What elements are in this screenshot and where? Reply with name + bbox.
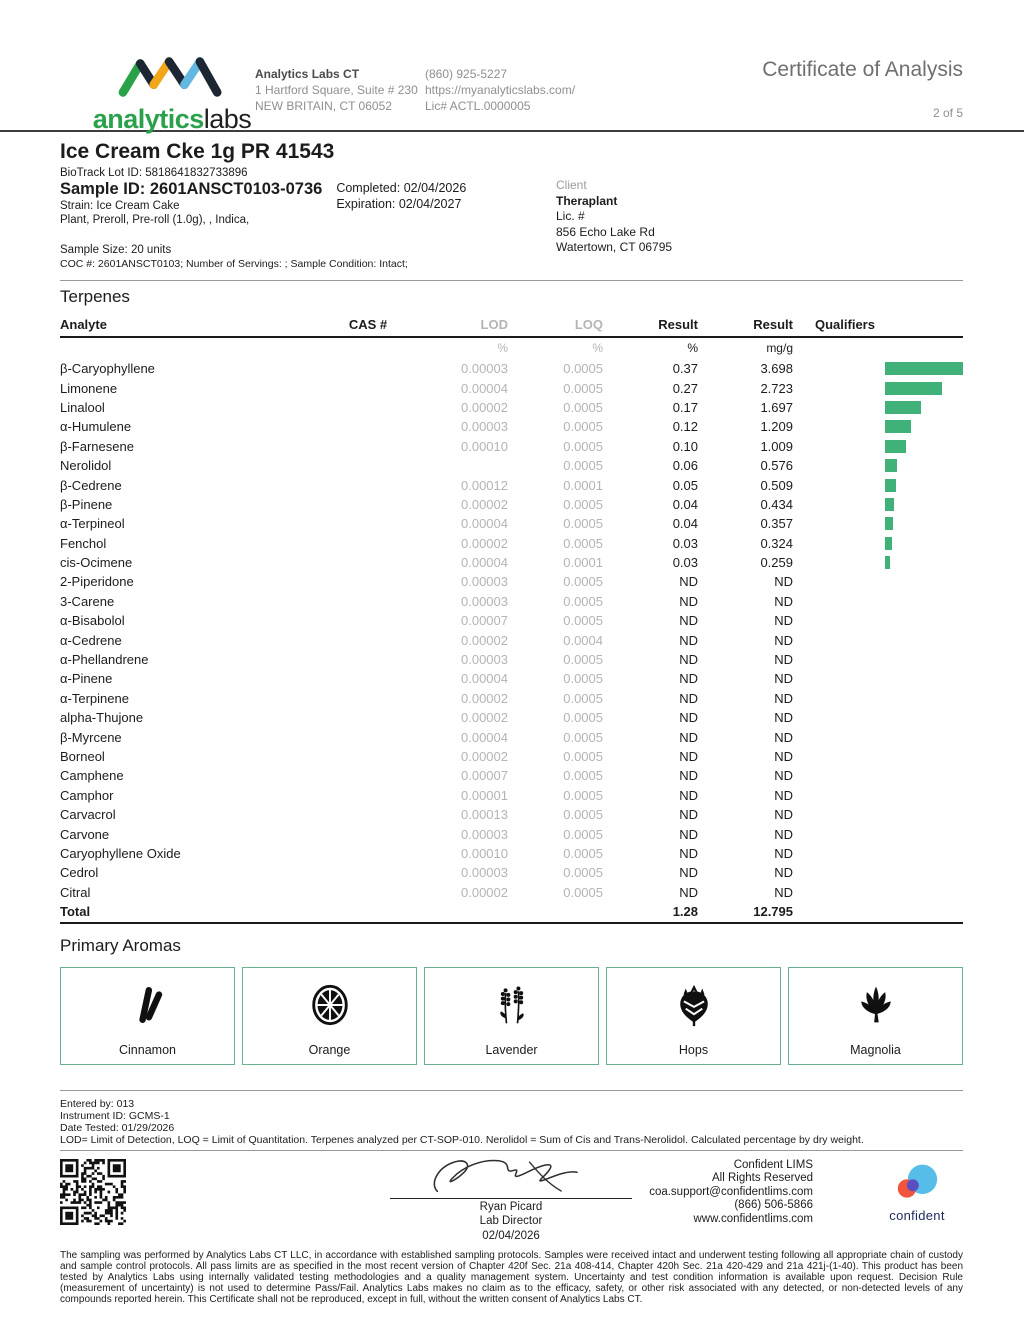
col-result-pct: Result: [658, 317, 698, 332]
cell-result-mgg: ND: [774, 652, 793, 668]
cell-lod: 0.00002: [461, 690, 508, 706]
magnolia-icon: [853, 968, 899, 1043]
cell-result-pct: ND: [679, 690, 698, 706]
qualifier-bar-cell: [793, 669, 963, 688]
cell-result-pct: 0.03: [672, 535, 698, 551]
client-license: Lic. #: [556, 209, 585, 223]
table-row: [60, 495, 963, 514]
cell-result-pct: 0.03: [672, 555, 698, 571]
cell-result-mgg: ND: [774, 671, 793, 687]
table-row: [60, 592, 963, 611]
lab-address-line1: 1 Hartford Square, Suite # 230: [255, 83, 418, 97]
confident-circles-icon: [889, 1192, 945, 1209]
lims-block: [649, 1159, 813, 1227]
cell-lod: 0.00002: [461, 632, 508, 648]
qualifier-bar-cell: [793, 475, 963, 494]
cell-lod: 0.00003: [461, 652, 508, 668]
col-cas: CAS #: [348, 317, 388, 332]
table-row: [60, 786, 963, 805]
completed-date: Completed: 02/04/2026: [336, 181, 467, 195]
qualifier-bar: [885, 401, 921, 414]
qualifier-bar-cell: [793, 456, 963, 475]
table-row: [60, 572, 963, 591]
table-row: [60, 611, 963, 630]
qualifier-bar-cell: [793, 572, 963, 591]
qualifier-bar-cell: [793, 766, 963, 785]
table-row: [60, 398, 963, 417]
cell-loq: 0.0005: [563, 729, 603, 745]
cell-result-mgg: 1.697: [760, 399, 793, 415]
qualifier-bar-cell: [793, 398, 963, 417]
cinnamon-icon: [126, 968, 170, 1043]
cell-loq: 0.0005: [563, 671, 603, 687]
cell-loq: 0.0005: [563, 690, 603, 706]
terpenes-section-title: Terpenes: [60, 287, 130, 306]
strain: Strain: Ice Cream Cake: [60, 200, 180, 212]
signer-title: Lab Director: [479, 1215, 543, 1228]
cell-loq: 0.0005: [563, 884, 603, 900]
cell-analyte: α-Pinene: [60, 671, 113, 687]
cell-lod: 0.00010: [461, 438, 508, 454]
qualifier-bar-cell: [793, 805, 963, 824]
primary-aromas-title: Primary Aromas: [60, 935, 181, 955]
col-loq: LOQ: [574, 317, 603, 332]
cell-result-mgg: 0.324: [760, 535, 793, 551]
page-indicator: 2 of 5: [932, 106, 963, 120]
lims-phone: (866) 506-5866: [734, 1199, 813, 1212]
qualifier-bar: [885, 459, 897, 472]
aroma-card-magnolia: [788, 967, 963, 1065]
cell-lod: 0.00003: [461, 419, 508, 435]
lab-license: Lic# ACTL.0000005: [425, 99, 531, 113]
cell-result-pct: 0.12: [672, 419, 698, 435]
col-analyte: Analyte: [60, 317, 107, 332]
aroma-cards: [60, 967, 963, 1065]
cell-result-mgg: 1.209: [760, 419, 793, 435]
total-label: Total: [60, 904, 91, 920]
table-row: [60, 650, 963, 669]
aroma-card-cinnamon: [60, 967, 235, 1065]
cell-result-mgg: ND: [774, 749, 793, 764]
qualifier-bar-cell: [793, 786, 963, 805]
qr-code: [60, 1159, 126, 1225]
date-tested: Date Tested: 01/29/2026: [60, 1121, 175, 1134]
terpene-units-row: [60, 338, 963, 359]
cell-analyte: β-Myrcene: [60, 729, 122, 745]
cell-analyte: alpha-Thujone: [60, 710, 144, 726]
aroma-label: Cinnamon: [119, 1042, 176, 1057]
cell-result-pct: ND: [679, 787, 698, 803]
cell-result-mgg: 0.357: [760, 516, 793, 532]
table-row: [60, 378, 963, 397]
product-title: Ice Cream Cke 1g PR 41543: [60, 140, 335, 163]
cell-loq: 0.0005: [563, 865, 603, 881]
cell-result-pct: ND: [679, 807, 698, 823]
cell-result-mgg: ND: [774, 613, 793, 629]
aroma-card-orange: [242, 967, 417, 1065]
signer-name: Ryan Picard: [479, 1200, 543, 1213]
table-row: [60, 553, 963, 572]
cell-analyte: α-Cedrene: [60, 632, 122, 648]
qualifier-bar: [885, 362, 963, 375]
qualifier-bar: [885, 517, 893, 530]
cell-lod: 0.00012: [461, 477, 508, 493]
cell-result-mgg: 1.009: [760, 438, 793, 454]
cell-result-mgg: ND: [774, 787, 793, 803]
logo-word-labs: labs: [203, 104, 252, 134]
lims-rights: All Rights Reserved: [712, 1172, 813, 1185]
cell-result-pct: ND: [679, 768, 698, 784]
cell-loq: 0.0005: [563, 535, 603, 551]
cell-loq: 0.0001: [563, 477, 603, 493]
table-row: [60, 514, 963, 533]
section-divider: [60, 280, 963, 281]
lims-email: coa.support@confidentlims.com: [649, 1185, 813, 1198]
signature-block: [390, 1155, 632, 1243]
cell-result-mgg: ND: [774, 710, 793, 726]
qualifier-bar: [885, 440, 906, 453]
lab-address-block: [255, 66, 418, 114]
cell-result-pct: ND: [679, 865, 698, 881]
qualifier-bar-cell: [793, 883, 963, 902]
cell-result-mgg: ND: [774, 845, 793, 861]
terpene-table-header: [60, 317, 963, 338]
lims-website: www.confidentlims.com: [693, 1212, 813, 1225]
cell-result-mgg: 0.576: [760, 458, 793, 474]
cell-result-pct: ND: [679, 884, 698, 900]
lab-address-line2: NEW BRITAIN, CT 06052: [255, 99, 392, 113]
lod-loq-note: LOD= Limit of Detection, LOQ = Limit of Quantitation. Terpenes analyzed per CT-SOP-010. Nerolidol = Sum of Cis and Trans-Nerolidol. Calculated percentage by dry weight.: [60, 1133, 864, 1146]
cell-result-mgg: ND: [774, 884, 793, 900]
col-result-mgg: Result: [753, 317, 793, 332]
cell-result-pct: ND: [679, 613, 698, 629]
cell-analyte: cis-Ocimene: [60, 555, 133, 571]
coc-line: COC #: 2601ANSCT0103; Number of Servings: ; Sample Condition: Intact;: [60, 258, 408, 270]
cell-analyte: Linalool: [60, 399, 105, 415]
cell-loq: 0.0005: [563, 399, 603, 415]
cell-lod: 0.00007: [461, 768, 508, 784]
cell-loq: 0.0005: [563, 380, 603, 396]
confident-logo: [871, 1161, 963, 1223]
disclaimer-text: The sampling was performed by Analytics Labs CT LLC, in accordance with established sampling protocols. Samples were received intact and underwent testing following all appropriate chain of custody and sample control protocols. All pass limits are as specified in the most recent version of Chapter 420f Sec. 21a 408-414, Chapter 420h Sec. 21a 420-429 and 21a 421j-(1-40). This product has been tested by Analytics Labs using internally validated testing methodologies and a quality management system. Uncertainty and test condition information is available upon request. Decision Rule (measurement of uncertainty) is not used to determine Pass/Fail. Analytics Labs makes no claim as to the efficacy, safety, or other risk associated with any detected, or non-detected levels of any compounds reported herein. This Certificate shall not be reproduced, except in full, without the written consent of Analytics Labs CT.: [60, 1249, 963, 1305]
cell-lod: 0.00004: [461, 516, 508, 532]
qualifier-bar-cell: [793, 689, 963, 708]
cell-result-mgg: ND: [774, 768, 793, 784]
cell-analyte: Citral: [60, 884, 91, 900]
table-row: [60, 883, 963, 902]
cell-loq: 0.0005: [563, 768, 603, 784]
cell-analyte: Camphene: [60, 768, 124, 784]
table-row: [60, 689, 963, 708]
cell-loq: 0.0005: [563, 516, 603, 532]
table-row: [60, 708, 963, 727]
cell-lod: 0.00007: [461, 613, 508, 629]
cell-analyte: β-Caryophyllene: [60, 361, 155, 377]
cell-result-pct: ND: [679, 729, 698, 745]
cell-loq: 0.0005: [563, 613, 603, 629]
lavender-icon: [490, 968, 534, 1043]
qualifier-bar-cell: [793, 630, 963, 649]
cell-analyte: α-Terpinene: [60, 690, 129, 706]
cell-loq: 0.0005: [563, 749, 603, 764]
instrument-id: Instrument ID: GCMS-1: [60, 1109, 170, 1122]
cell-analyte: Fenchol: [60, 535, 107, 551]
cell-result-pct: 0.06: [672, 458, 698, 474]
lims-name: Confident LIMS: [733, 1158, 813, 1171]
client-name: Theraplant: [556, 193, 618, 208]
cell-result-pct: ND: [679, 710, 698, 726]
lab-logo: [92, 52, 252, 134]
cell-analyte: β-Farnesene: [60, 438, 134, 454]
aroma-label: Magnolia: [850, 1042, 901, 1057]
cell-analyte: Cedrol: [60, 865, 99, 881]
cell-analyte: Nerolidol: [60, 458, 112, 474]
cell-result-pct: ND: [679, 652, 698, 668]
cell-analyte: Borneol: [60, 749, 105, 764]
qualifier-bar: [885, 537, 892, 550]
signature-date: 02/04/2026: [482, 1229, 540, 1242]
cell-result-pct: ND: [679, 845, 698, 861]
cell-loq: 0.0005: [563, 361, 603, 377]
table-row: [60, 747, 963, 766]
qualifier-bar-cell: [793, 650, 963, 669]
qualifier-bar-cell: [793, 514, 963, 533]
col-lod: LOD: [480, 317, 508, 332]
cell-result-mgg: ND: [774, 632, 793, 648]
cell-analyte: α-Bisabolol: [60, 613, 125, 629]
cell-loq: 0.0005: [563, 593, 603, 609]
qualifier-bar: [885, 479, 896, 492]
table-row: [60, 805, 963, 824]
qualifier-bar-cell: [793, 863, 963, 882]
qualifier-bar-cell: [793, 824, 963, 843]
table-row: [60, 437, 963, 456]
table-row: [60, 824, 963, 843]
cell-lod: 0.00003: [461, 574, 508, 590]
table-row: [60, 669, 963, 688]
cell-loq: 0.0005: [563, 787, 603, 803]
aroma-label: Lavender: [485, 1042, 538, 1057]
table-row: [60, 863, 963, 882]
cell-result-pct: 0.17: [672, 399, 698, 415]
cell-loq: 0.0005: [563, 438, 603, 454]
unit-result-pct: %: [687, 341, 698, 355]
cell-result-pct: 0.10: [672, 438, 698, 454]
cell-analyte: Camphor: [60, 787, 114, 803]
entered-by: Entered by: 013: [60, 1097, 135, 1110]
qualifier-bar-cell: [793, 611, 963, 630]
cell-lod: 0.00004: [461, 380, 508, 396]
cell-result-pct: 0.04: [672, 516, 698, 532]
total-result-mgg: 12.795: [753, 904, 793, 920]
cell-analyte: β-Cedrene: [60, 477, 122, 493]
table-row: [60, 727, 963, 746]
lab-name: Analytics Labs CT: [255, 67, 360, 81]
logo-word-analytics: analytics: [92, 104, 204, 134]
cell-lod: 0.00002: [461, 535, 508, 551]
cell-lod: 0.00004: [461, 729, 508, 745]
sample-size: Sample Size: 20 units: [60, 244, 172, 256]
cell-lod: 0.00010: [461, 845, 508, 861]
footer-divider: [60, 1090, 963, 1091]
cell-loq: 0.0005: [563, 826, 603, 842]
cell-loq: 0.0001: [563, 555, 603, 571]
cell-result-mgg: ND: [774, 865, 793, 881]
signature-area: [60, 1155, 963, 1241]
qualifier-bar-cell: [793, 417, 963, 436]
qualifier-bar-cell: [793, 359, 963, 378]
client-address1: 856 Echo Lake Rd: [556, 224, 655, 239]
cell-result-mgg: ND: [774, 593, 793, 609]
table-row: [60, 766, 963, 785]
logo-wordmark: [92, 104, 252, 134]
cell-analyte: Carvacrol: [60, 807, 116, 823]
total-result-pct: 1.28: [672, 904, 698, 920]
qualifier-bar-cell: [793, 747, 963, 766]
qualifier-bar-cell: [793, 534, 963, 553]
table-row: [60, 630, 963, 649]
table-row: [60, 456, 963, 475]
aroma-card-hops: [606, 967, 781, 1065]
orange-slice-icon: [307, 968, 353, 1043]
cell-result-pct: ND: [679, 826, 698, 842]
qualifier-bar-cell: [793, 708, 963, 727]
cell-result-mgg: ND: [774, 574, 793, 590]
biotrack-lot-id: BioTrack Lot ID: 5818641832733896: [60, 167, 248, 179]
cell-loq: 0.0005: [563, 807, 603, 823]
table-row: [60, 417, 963, 436]
cell-lod: 0.00002: [461, 884, 508, 900]
cell-loq: 0.0005: [563, 652, 603, 668]
document-title: Certificate of Analysis: [762, 58, 963, 81]
cell-lod: 0.00002: [461, 399, 508, 415]
cell-analyte: α-Terpineol: [60, 516, 125, 532]
aroma-label: Orange: [308, 1042, 351, 1057]
qualifier-bar-cell: [793, 553, 963, 572]
cell-result-mgg: 3.698: [760, 361, 793, 377]
cell-result-mgg: 0.509: [760, 477, 793, 493]
unit-result-mgg: mg/g: [766, 341, 793, 355]
cell-lod: 0.00013: [461, 807, 508, 823]
cell-analyte: β-Pinene: [60, 496, 113, 512]
cell-analyte: 2-Piperidone: [60, 574, 134, 590]
qualifier-bar-cell: [793, 495, 963, 514]
table-row: [60, 844, 963, 863]
table-row: [60, 359, 963, 378]
cell-loq: 0.0005: [563, 419, 603, 435]
cell-result-mgg: ND: [774, 690, 793, 706]
cell-result-pct: 0.04: [672, 496, 698, 512]
cell-analyte: 3-Carene: [60, 593, 115, 609]
table-row: [60, 534, 963, 553]
qualifier-bar: [885, 382, 942, 395]
cell-result-mgg: 0.259: [760, 555, 793, 571]
cell-result-pct: ND: [679, 671, 698, 687]
lab-phone: (860) 925-5227: [425, 67, 508, 81]
cell-lod: 0.00003: [461, 361, 508, 377]
qualifier-bar-cell: [793, 378, 963, 397]
cell-result-pct: 0.05: [672, 477, 698, 493]
cell-result-pct: ND: [679, 632, 698, 648]
qualifier-bar-cell: [793, 437, 963, 456]
qualifier-bar: [885, 556, 890, 569]
sample-summary: [60, 132, 963, 280]
cell-loq: 0.0004: [563, 632, 603, 648]
aroma-label: Hops: [678, 1042, 709, 1057]
lab-website: https://myanalyticslabs.com/: [425, 83, 576, 97]
cell-analyte: α-Humulene: [60, 419, 132, 435]
col-qualifiers: Qualifiers: [815, 317, 875, 332]
sample-id: Sample ID: 2601ANSCT0103-0736: [60, 180, 323, 198]
expiration-date: Expiration: 02/04/2027: [336, 197, 462, 211]
confident-wordmark: confident: [889, 1207, 945, 1223]
cell-lod: 0.00002: [461, 710, 508, 726]
cell-lod: 0.00002: [461, 496, 508, 512]
cell-analyte: Limonene: [60, 380, 118, 396]
matrix-line: Plant, Preroll, Pre-roll (1.0g), , Indica,: [60, 214, 250, 226]
terpene-rows: [60, 359, 963, 902]
cell-loq: 0.0005: [563, 574, 603, 590]
qualifier-bar: [885, 420, 911, 433]
qualifier-bar-cell: [793, 592, 963, 611]
cell-lod: 0.00002: [461, 749, 508, 764]
cell-analyte: α-Phellandrene: [60, 652, 149, 668]
header: [0, 0, 1024, 132]
cell-lod: 0.00004: [461, 555, 508, 571]
cell-result-pct: 0.27: [672, 380, 698, 396]
cell-result-pct: ND: [679, 749, 698, 764]
hops-icon: [672, 968, 716, 1043]
cell-loq: 0.0005: [563, 845, 603, 861]
aroma-card-lavender: [424, 967, 599, 1065]
cell-result-pct: 0.37: [672, 361, 698, 377]
cell-result-mgg: ND: [774, 807, 793, 823]
cell-result-mgg: 0.434: [760, 496, 793, 512]
table-row: [60, 475, 963, 494]
cell-result-mgg: 2.723: [760, 380, 793, 396]
cell-lod: 0.00003: [461, 865, 508, 881]
cell-result-pct: ND: [679, 593, 698, 609]
cell-analyte: Carvone: [60, 826, 110, 842]
client-label: Client: [556, 178, 587, 192]
cell-analyte: Caryophyllene Oxide: [60, 845, 181, 861]
lab-contact-block: [425, 66, 575, 114]
cell-lod: 0.00003: [461, 593, 508, 609]
qualifier-bar-cell: [793, 844, 963, 863]
client-address2: Watertown, CT 06795: [556, 240, 673, 254]
cell-lod: 0.00001: [461, 787, 508, 803]
terpene-total-row: [60, 902, 963, 924]
unit-lod: %: [497, 341, 508, 355]
qualifier-bar-cell: [793, 727, 963, 746]
cell-loq: 0.0005: [563, 496, 603, 512]
footer-meta: [60, 1098, 963, 1146]
cell-result-mgg: ND: [774, 729, 793, 745]
cell-result-mgg: ND: [774, 826, 793, 842]
unit-loq: %: [592, 341, 603, 355]
footer-divider-2: [60, 1150, 963, 1151]
cell-lod: 0.00004: [461, 671, 508, 687]
client-block: [556, 178, 672, 256]
cell-loq: 0.0005: [563, 710, 603, 726]
cell-loq: 0.0005: [563, 458, 603, 474]
cell-result-pct: ND: [679, 574, 698, 590]
cell-lod: 0.00003: [461, 826, 508, 842]
qualifier-bar: [885, 498, 894, 511]
